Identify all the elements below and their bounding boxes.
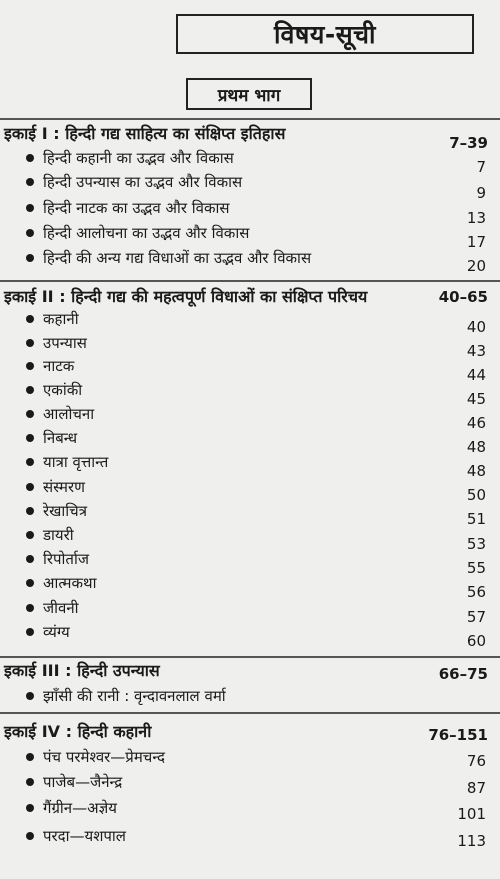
page-number: 9: [476, 184, 486, 202]
bullet-icon: [26, 507, 34, 515]
divider: [0, 118, 500, 120]
list-item: आत्मकथा: [26, 573, 97, 593]
list-item: परदा—यशपाल: [26, 826, 126, 846]
list-item: रेखाचित्र: [26, 501, 87, 521]
list-item: हिन्दी कहानी का उद्भव और विकास: [26, 148, 234, 168]
page-number: 113: [457, 832, 486, 850]
unit-1-pages: 7–39: [449, 134, 488, 152]
bullet-icon: [26, 154, 34, 162]
bullet-icon: [26, 778, 34, 786]
page-number: 45: [466, 390, 486, 408]
unit-4-title: इकाई IV : हिन्दी कहानी: [4, 722, 152, 741]
list-item: हिन्दी उपन्यास का उद्भव और विकास: [26, 172, 242, 192]
bullet-icon: [26, 178, 34, 186]
page-number: 57: [466, 608, 486, 626]
list-item: जीवनी: [26, 598, 79, 618]
list-item: डायरी: [26, 525, 74, 545]
divider: [0, 280, 500, 282]
bullet-icon: [26, 204, 34, 212]
page-number: 20: [466, 257, 486, 275]
list-item: हिन्दी आलोचना का उद्भव और विकास: [26, 223, 249, 243]
page-number: 13: [466, 209, 486, 227]
bullet-icon: [26, 229, 34, 237]
unit-2-pages: 40–65: [438, 288, 488, 306]
bullet-icon: [26, 434, 34, 442]
list-item: पंच परमेश्वर—प्रेमचन्द: [26, 747, 165, 767]
divider: [0, 712, 500, 714]
page-number: 46: [466, 414, 486, 432]
list-item: एकांकी: [26, 380, 82, 400]
page-number: 44: [466, 366, 486, 384]
bullet-icon: [26, 832, 34, 840]
page-number: 48: [466, 462, 486, 480]
unit-3-title: इकाई III : हिन्दी उपन्यास: [4, 661, 160, 680]
list-item: नाटक: [26, 356, 74, 376]
bullet-icon: [26, 315, 34, 323]
page-number: 43: [466, 342, 486, 360]
page-number: 51: [466, 510, 486, 528]
list-item: निबन्ध: [26, 428, 77, 448]
bullet-icon: [26, 579, 34, 587]
bullet-icon: [26, 628, 34, 636]
unit-2-title: इकाई II : हिन्दी गद्य की महत्वपूर्ण विधाओं का संक्षिप्त परिचय: [4, 287, 368, 306]
page-number: 50: [466, 486, 486, 504]
unit-1-title: इकाई I : हिन्दी गद्य साहित्य का संक्षिप्त इतिहास: [4, 124, 286, 143]
page-number: 17: [466, 233, 486, 251]
bullet-icon: [26, 604, 34, 612]
bullet-icon: [26, 804, 34, 812]
bullet-icon: [26, 458, 34, 466]
page-number: 76: [466, 752, 486, 770]
page-number: 87: [466, 779, 486, 797]
list-item: यात्रा वृत्तान्त: [26, 452, 108, 472]
page-number: 55: [466, 559, 486, 577]
list-item: उपन्यास: [26, 333, 87, 353]
list-item: आलोचना: [26, 404, 94, 424]
page-number: 53: [466, 535, 486, 553]
page-number: 101: [457, 805, 486, 823]
list-item: रिपोर्ताज: [26, 549, 89, 569]
bullet-icon: [26, 753, 34, 761]
list-item: पाजेब—जैनेन्द्र: [26, 772, 122, 792]
page-number: 40: [466, 318, 486, 336]
divider: [0, 656, 500, 658]
unit-3-pages: 66–75: [438, 665, 488, 683]
page-number: 56: [466, 583, 486, 601]
bullet-icon: [26, 692, 34, 700]
bullet-icon: [26, 386, 34, 394]
list-item: गैंग्रीन—अज्ञेय: [26, 798, 117, 818]
bullet-icon: [26, 410, 34, 418]
bullet-icon: [26, 254, 34, 262]
list-item: संस्मरण: [26, 477, 85, 497]
bullet-icon: [26, 483, 34, 491]
list-item: व्यंग्य: [26, 622, 70, 642]
unit-4-pages: 76–151: [428, 726, 488, 744]
list-item: झाँसी की रानी : वृन्दावनलाल वर्मा: [26, 686, 226, 706]
page-title: विषय-सूची: [176, 14, 474, 54]
part-heading: प्रथम भाग: [186, 78, 312, 110]
bullet-icon: [26, 339, 34, 347]
bullet-icon: [26, 555, 34, 563]
bullet-icon: [26, 362, 34, 370]
page-number: 7: [476, 158, 486, 176]
list-item: कहानी: [26, 309, 79, 329]
page-number: 60: [466, 632, 486, 650]
list-item: हिन्दी की अन्य गद्य विधाओं का उद्भव और विकास: [26, 248, 311, 268]
page-number: 48: [466, 438, 486, 456]
list-item: हिन्दी नाटक का उद्भव और विकास: [26, 198, 230, 218]
bullet-icon: [26, 531, 34, 539]
